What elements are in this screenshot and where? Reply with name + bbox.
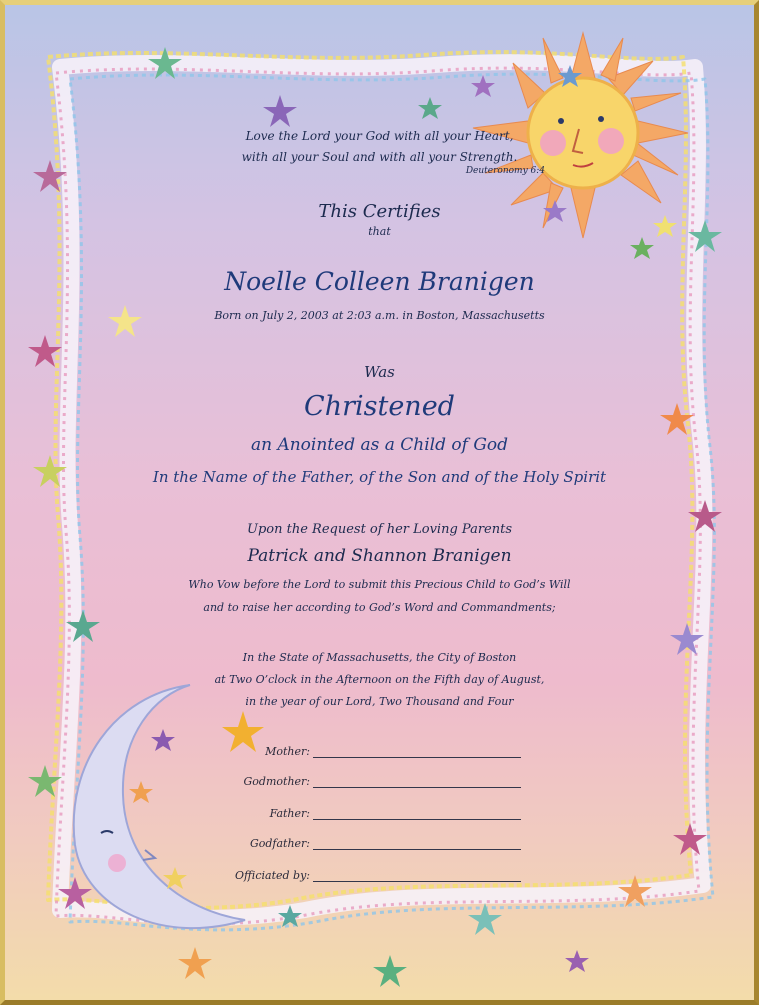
vow-line-2: and to raise her according to God’s Word and Commandments; bbox=[203, 601, 556, 614]
child-name: Noelle Colleen Branigen bbox=[224, 267, 535, 296]
mother-label: Mother: bbox=[265, 745, 310, 758]
certifies-heading: This Certifies bbox=[318, 201, 441, 222]
godmother-label: Godmother: bbox=[243, 775, 310, 788]
place-line-2: at Two O’clock in the Afternoon on the Fifth day of August, bbox=[214, 673, 545, 686]
godfather-signature-line bbox=[313, 849, 521, 850]
rainbow-border bbox=[48, 52, 714, 930]
mother-signature-line bbox=[313, 757, 521, 758]
birth-details: Born on July 2, 2003 at 2:03 a.m. in Boston, Massachusetts bbox=[214, 309, 545, 322]
father-label: Father: bbox=[269, 807, 310, 820]
that-text: that bbox=[368, 225, 391, 238]
verse-line-1: Love the Lord your God with all your Heart, bbox=[245, 129, 514, 143]
verse-reference: Deuteronomy 6:4 bbox=[465, 166, 545, 176]
place-line-3: in the year of our Lord, Two Thousand and Four bbox=[245, 695, 514, 708]
godmother-signature-line bbox=[313, 787, 521, 788]
parents-names: Patrick and Shannon Branigen bbox=[247, 546, 512, 566]
christened-title: Christened bbox=[304, 391, 455, 422]
anointed-line: an Anointed as a Child of God bbox=[250, 435, 509, 455]
father-signature-line bbox=[313, 819, 521, 820]
request-line: Upon the Request of her Loving Parents bbox=[247, 522, 512, 537]
officiant-signature-line bbox=[313, 881, 521, 882]
vow-line-1: Who Vow before the Lord to submit this Precious Child to God’s Will bbox=[188, 578, 571, 591]
place-line-1: In the State of Massachusetts, the City of Boston bbox=[242, 651, 517, 664]
officiant-label: Officiated by: bbox=[235, 869, 310, 882]
verse-line-2: with all your Soul and with all your Strength. bbox=[241, 150, 518, 164]
godfather-label: Godfather: bbox=[249, 837, 310, 850]
holy-name-line: In the Name of the Father, of the Son and of the Holy Spirit bbox=[152, 468, 607, 486]
was-text: Was bbox=[364, 363, 395, 381]
